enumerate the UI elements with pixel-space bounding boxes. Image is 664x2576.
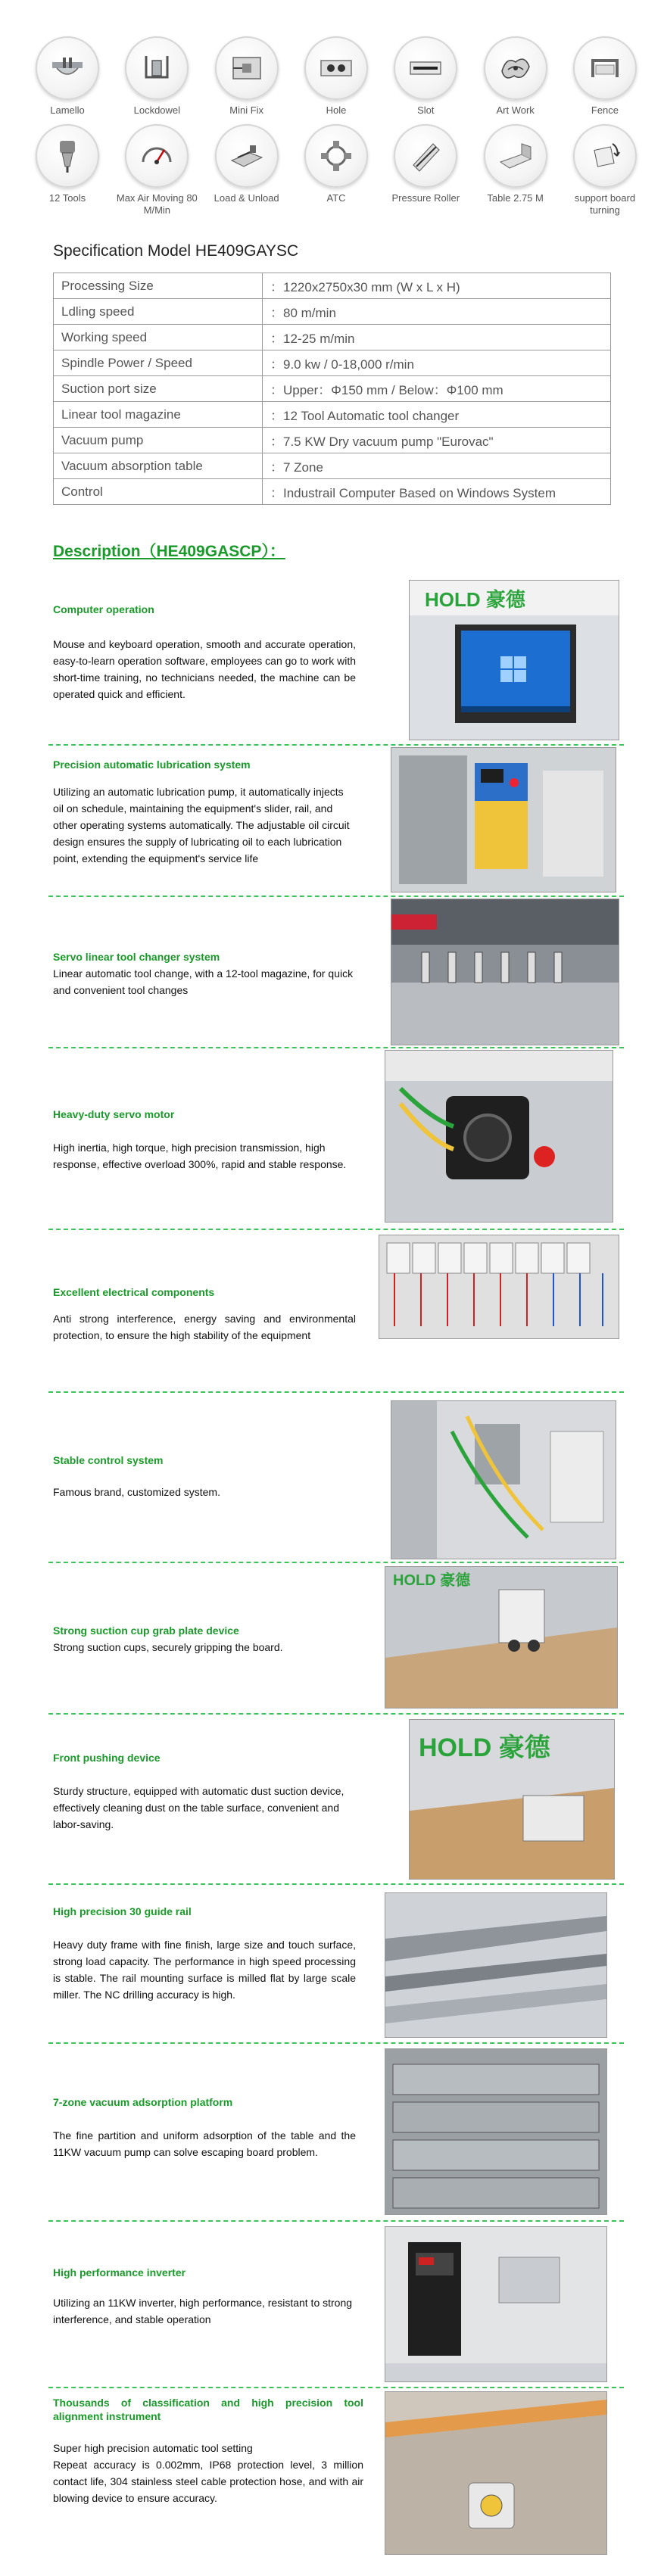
hole-icon [304,36,368,100]
feature-label: Fence [591,104,619,116]
board-turning-icon [573,124,637,188]
section-vacuum-platform [48,2042,624,2222]
suction-cup-photo [385,1566,618,1709]
spec-title: Specification Model HE409GAYSC [53,242,299,260]
table-row [54,350,611,376]
table-row [54,376,611,402]
pressure-roller-icon [394,124,457,188]
spec-key: Ldling speed [54,299,263,325]
spec-value: ：Upper：Φ150 mm / Below：Φ100 mm [263,376,611,402]
section-body: Famous brand, customized system. [53,1486,220,1498]
feature-load-unload [205,124,288,216]
atc-icon [304,124,368,188]
spec-key: Processing Size [54,273,263,299]
feature-row-1 [26,36,647,117]
feature-label: Lamello [50,104,85,116]
table-row [54,273,611,299]
table-row [54,299,611,325]
section-heading: Servo linear tool changer system [53,951,220,963]
feature-label: Pressure Roller [391,192,460,204]
feature-label: Mini Fix [229,104,264,116]
spec-key: Control [54,479,263,505]
feature-icons [26,36,647,224]
section-body: Utilizing an automatic lubrication pump, it automatically injects oil on schedule, maintaining the equipment's slider, rail, and other operating systems automatically. The adjustable oil circuit design ensures the supply of lubricating oil to each lubrication point, extending the equipment's service life [53,786,350,864]
section-tool-changer [48,896,624,1048]
section-heading: Strong suction cup grab plate device [53,1624,239,1637]
computer-photo [409,580,619,740]
spec-value: ：7 Zone [263,453,611,479]
feature-hole [295,36,378,117]
feature-atc [295,124,378,216]
mini-fix-icon [215,36,279,100]
vacuum-platform-photo [385,2048,607,2215]
table-row [54,479,611,505]
section-heading: Stable control system [53,1454,164,1466]
brand-logo: HOLD 豪德 [393,1572,471,1589]
feature-label: Table 2.75 M [487,192,544,204]
feature-fence [563,36,647,117]
section-heading: High precision 30 guide rail [53,1905,192,1917]
feature-label: Slot [417,104,435,116]
section-body: Linear automatic tool change, with a 12-tool magazine, for quick and convenient tool changes [53,967,354,996]
lubrication-photo [391,747,616,892]
brand-logo: HOLD 豪德 [419,1733,550,1762]
section-suction-cup [48,1562,624,1715]
feature-row-2 [26,124,647,216]
tool-changer-photo [391,899,619,1045]
feature-max-air [115,124,198,216]
section-body: Utilizing an 11KW inverter, high performance, resistant to strong interference, and stable operation [53,2297,353,2325]
electrical-photo [379,1235,619,1339]
section-heading: Excellent electrical components [53,1286,215,1298]
spec-key: Vacuum pump [54,428,263,453]
section-heading: Heavy-duty servo motor [53,1108,175,1120]
section-heading: Computer operation [53,603,154,615]
section-heading: Precision automatic lubrication system [53,758,251,771]
section-tool-alignment [48,2387,624,2561]
spec-value: ：9.0 kw / 0-18,000 r/min [263,350,611,376]
feature-label: Hole [326,104,347,116]
section-servo-motor [48,1047,624,1230]
tool-icon [36,124,99,188]
feature-label: ATC [326,192,346,204]
feature-label: 12 Tools [48,192,86,204]
spec-value: ：Industrail Computer Based on Windows System [263,479,611,505]
spec-value: ：1220x2750x30 mm (W x L x H) [263,273,611,299]
slot-icon [394,36,457,100]
section-heading: 7-zone vacuum adsorption platform [53,2096,233,2108]
section-heading: High performance inverter [53,2266,186,2279]
spec-key: Linear tool magazine [54,402,263,428]
section-front-pushing [48,1713,624,1885]
feature-slot [384,36,467,117]
spec-key: Working speed [54,325,263,350]
section-electrical [48,1229,624,1393]
feature-label: Lockdowel [133,104,181,116]
table-row [54,453,611,479]
section-body: Heavy duty frame with fine finish, large size and touch surface, strong load capacity. The performance in high speed processing is stable. The rail mounting surface is milled flat by large scale miller. The NC drilling accuracy is high. [53,1939,356,2001]
lamello-icon [36,36,99,100]
feature-mini-fix [205,36,288,117]
section-control-system [48,1391,624,1563]
section-body: Anti strong interference, energy saving and environmental protection, to ensure the high stability of the equipment [53,1313,356,1341]
section-body: The fine partition and uniform adsorption of the table and the 11KW vacuum pump can solve escaping board problem. [53,2129,356,2158]
section-lubrication [48,744,624,897]
front-pushing-photo [409,1719,615,1880]
spec-key: Vacuum absorption table [54,453,263,479]
spec-value: ：80 m/min [263,299,611,325]
feature-table [474,124,557,216]
section-body: High inertia, high torque, high precision transmission, high response, effective overload 300%, rapid and stable response. [53,1142,347,1170]
description-title: Description（HE409GASCP）： [53,543,285,560]
section-body: Strong suction cups, securely gripping the board. [53,1641,283,1653]
feature-label: support board turning [574,192,636,216]
brand-logo: HOLD 豪德 [425,588,525,611]
table-icon [484,124,547,188]
spec-value: ：12-25 m/min [263,325,611,350]
section-body: Mouse and keyboard operation, smooth and accurate operation, easy-to-learn operation software, employees can go to work with short-time training, no technicians needed, the machine can be operated quick and efficient. [53,638,356,700]
section-computer-operation [48,574,624,746]
art-work-icon [484,36,547,100]
guide-rail-photo [385,1892,607,2038]
section-body: Sturdy structure, equipped with automatic dust suction device, effectively cleaning dust on the table surface, convenient and labor-saving. [53,1785,344,1830]
feature-12-tools [26,124,109,216]
feature-art-work [474,36,557,117]
feature-label: Load & Unload [214,192,279,204]
fence-icon [573,36,637,100]
table-row [54,428,611,453]
spec-key: Spindle Power / Speed [54,350,263,376]
spec-key: Suction port size [54,376,263,402]
section-body: Super high precision automatic tool setting Repeat accuracy is 0.002mm, IP68 protection level, 3 million contact life, 304 stainless steel cable protection hose, and with air blowing device to ensure accuracy. [53,2442,363,2504]
section-guide-rail [48,1883,624,2044]
table-row [54,325,611,350]
control-system-photo [391,1400,616,1559]
lockdowel-icon [125,36,189,100]
spec-value: ：7.5 KW Dry vacuum pump "Eurovac" [263,428,611,453]
section-heading: Thousands of classification and high precision tool alignment instrument [53,2397,363,2422]
section-inverter [48,2220,624,2388]
feature-pressure-roller [384,124,467,216]
feature-lockdowel [115,36,198,117]
feature-label: Art Work [496,104,535,116]
feature-label: Max Air Moving 80 M/Min [116,192,198,216]
servo-motor-photo [385,1050,613,1223]
inverter-photo [385,2226,607,2382]
tool-alignment-photo [385,2391,607,2555]
load-unload-icon [215,124,279,188]
table-row [54,402,611,428]
feature-board-turning [563,124,647,216]
gauge-icon [125,124,189,188]
feature-lamello [26,36,109,117]
spec-table [53,273,611,505]
spec-value: ：12 Tool Automatic tool changer [263,402,611,428]
section-heading: Front pushing device [53,1752,161,1764]
